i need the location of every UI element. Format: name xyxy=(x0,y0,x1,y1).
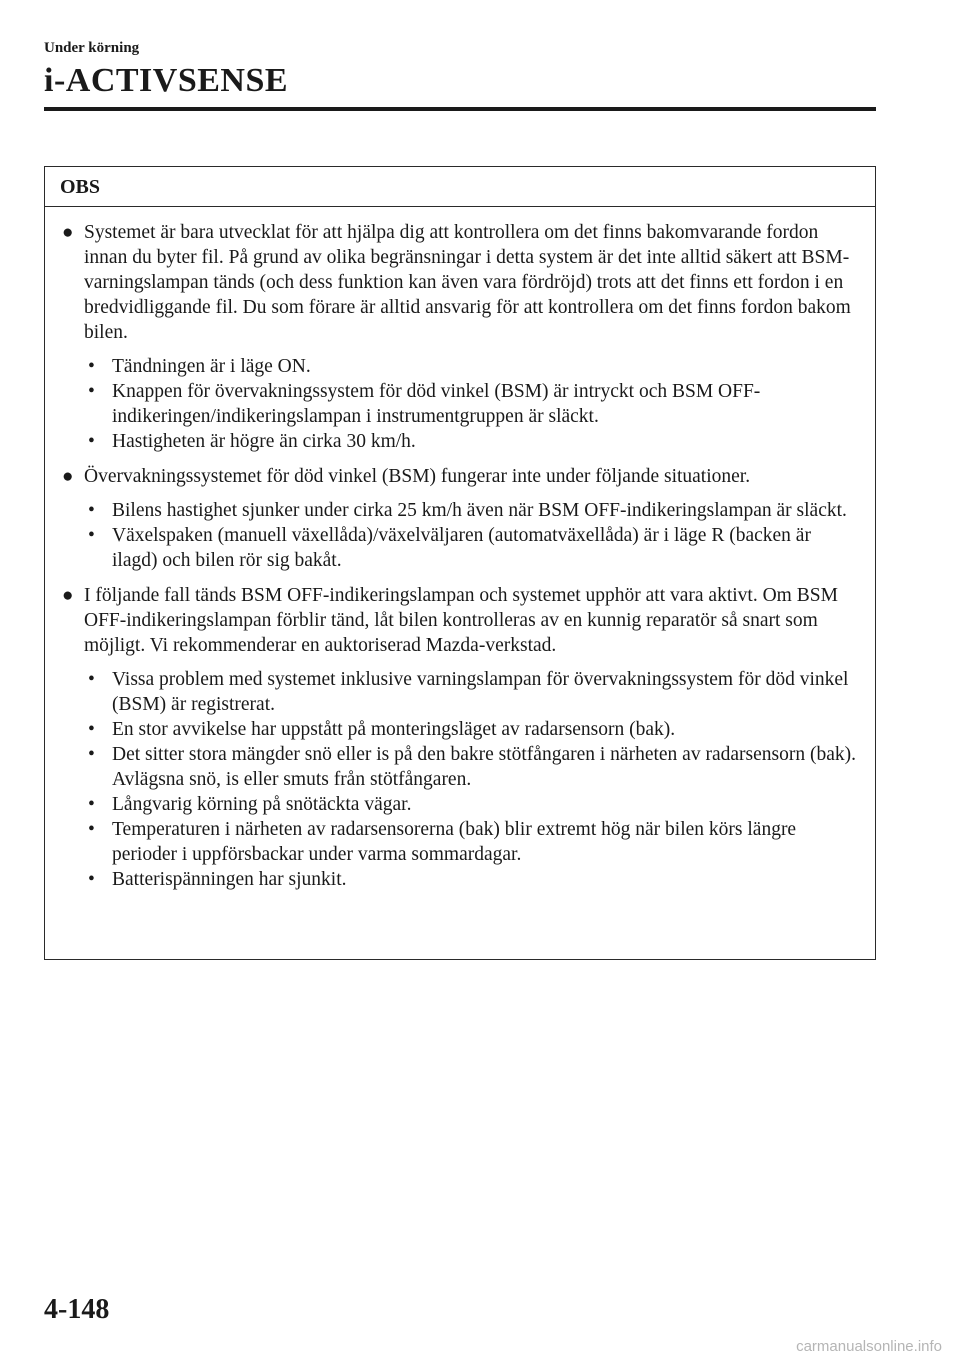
sub-item xyxy=(88,429,857,454)
bullet-icon: • xyxy=(88,500,95,521)
notice-item xyxy=(60,583,857,892)
sub-item xyxy=(88,817,857,867)
title-rule xyxy=(44,107,876,111)
bullet-dot-icon: ● xyxy=(62,585,74,606)
notice-item xyxy=(60,220,857,454)
sub-item xyxy=(88,717,857,742)
sub-item xyxy=(88,379,857,429)
sub-item-text: Temperaturen i närheten av radarsensorerna (bak) blir extremt hög när bilen körs längre perioder i uppförsbackar under varma sommardagar. xyxy=(112,819,797,865)
watermark[interactable]: carmanualsonline.info xyxy=(796,1338,942,1355)
bullet-icon: • xyxy=(88,744,95,765)
page-number: 4-148 xyxy=(44,1294,110,1325)
sub-item-text: Tändningen är i läge ON. xyxy=(112,356,311,377)
sub-item xyxy=(88,792,857,817)
notice-label: OBS xyxy=(45,167,875,207)
sub-item xyxy=(88,523,857,573)
sub-item xyxy=(88,667,857,717)
bullet-icon: • xyxy=(88,869,95,890)
sub-item-text: En stor avvikelse har uppstått på monteringsläget av radarsensorn (bak). xyxy=(112,719,676,740)
sublist xyxy=(84,667,857,892)
bullet-icon: • xyxy=(88,381,95,402)
section-label: Under körning xyxy=(44,40,140,56)
bullet-icon: • xyxy=(88,356,95,377)
notice-body xyxy=(45,207,875,892)
sub-item-text: Bilens hastighet sjunker under cirka 25 km/h även när BSM OFF-indikeringslampan är släckt. xyxy=(112,500,847,521)
bullet-icon: • xyxy=(88,819,95,840)
notice-item-text: Systemet är bara utvecklat för att hjälpa dig att kontrollera om det finns bakomvarande fordon innan du byter fil. På grund av olika begränsningar i detta system är det inte alltid säkert att BSM-varningslampan tänds (och dess funktion kan även vara fördröjd) trots att det finns ett fordon i en bredvidliggande fil. Du som förare är alltid ansvarig för att kontrollera om det finns fordon bakom bilen. xyxy=(84,222,851,343)
sub-item-text: Batterispänningen har sjunkit. xyxy=(112,869,347,890)
bullet-icon: • xyxy=(88,431,95,452)
sublist xyxy=(84,498,857,573)
sub-item-text: Hastigheten är högre än cirka 30 km/h. xyxy=(112,431,416,452)
bullet-icon: • xyxy=(88,525,95,546)
sub-item-text: Det sitter stora mängder snö eller is på den bakre stötfångaren i närheten av radarsensorn (bak). Avlägsna snö, is eller smuts från stötfångaren. xyxy=(112,744,856,790)
sub-item xyxy=(88,354,857,379)
bullet-icon: • xyxy=(88,794,95,815)
notice-item-text: I följande fall tänds BSM OFF-indikeringslampan och systemet upphör att vara aktivt. Om BSM OFF-indikeringslampan förblir tänd, låt bilen kontrolleras av en kunnig reparatör så snart som möjligt. Vi rekommenderar en auktoriserad Mazda-verkstad. xyxy=(84,585,838,656)
notice-box xyxy=(44,166,876,960)
bullet-dot-icon: ● xyxy=(62,466,74,487)
bullet-icon: • xyxy=(88,719,95,740)
sublist xyxy=(84,354,857,454)
notice-item-text: Övervakningssystemet för död vinkel (BSM) fungerar inte under följande situationer. xyxy=(84,466,751,487)
bullet-icon: • xyxy=(88,669,95,690)
sub-item xyxy=(88,742,857,792)
sub-item xyxy=(88,498,857,523)
bullet-dot-icon: ● xyxy=(62,222,74,243)
sub-item-text: Långvarig körning på snötäckta vägar. xyxy=(112,794,412,815)
sub-item-text: Växelspaken (manuell växellåda)/växelväljaren (automatväxellåda) är i läge R (backen är ilagd) och bilen rör sig bakåt. xyxy=(112,525,811,571)
sub-item-text: Vissa problem med systemet inklusive varningslampan för övervakningssystem för död vinkel (BSM) är registrerat. xyxy=(112,669,849,715)
sub-item-text: Knappen för övervakningssystem för död vinkel (BSM) är intryckt och BSM OFF-indikeringen/indikeringslampan i instrumentgruppen är släckt. xyxy=(112,381,761,427)
notice-item xyxy=(60,464,857,573)
chapter-title: i-ACTIVSENSE xyxy=(44,62,289,99)
sub-item xyxy=(88,867,857,892)
